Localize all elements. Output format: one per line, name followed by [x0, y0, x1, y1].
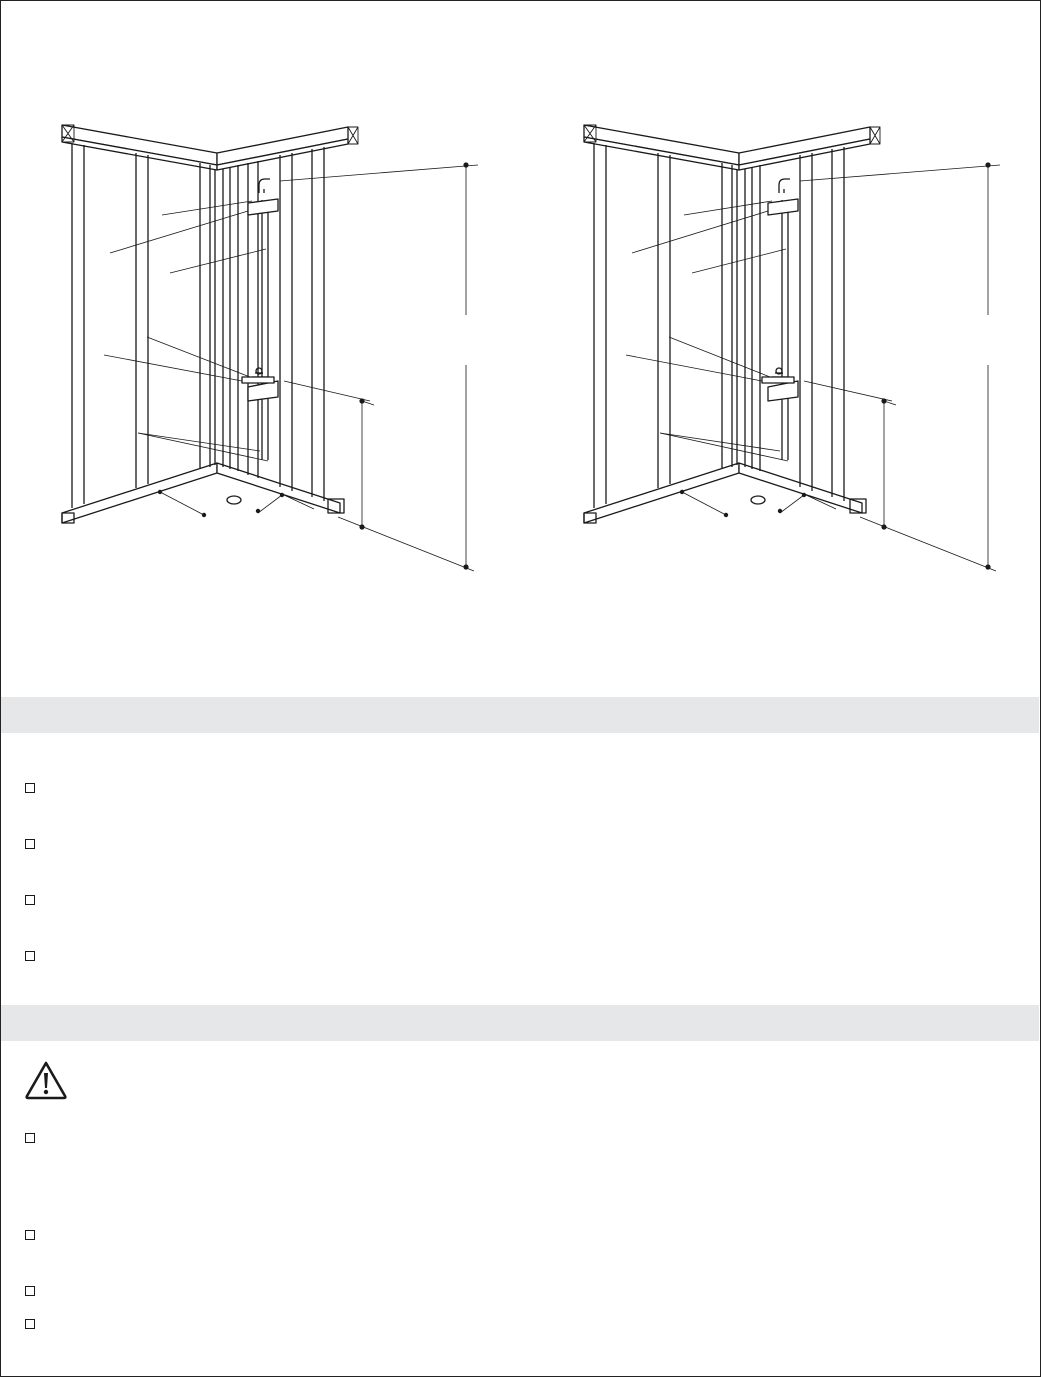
framing-diagram-left	[52, 115, 492, 585]
checklist-checkbox[interactable]	[25, 1230, 35, 1240]
checklist-checkbox[interactable]	[25, 1133, 35, 1143]
framing-illustration	[574, 115, 1014, 585]
section-header-band	[1, 1005, 1039, 1041]
checklist-checkbox[interactable]	[25, 895, 35, 905]
framing-diagram-right	[574, 115, 1014, 585]
checklist-checkbox[interactable]	[25, 1319, 35, 1329]
checklist-checkbox[interactable]	[25, 783, 35, 793]
checklist-checkbox[interactable]	[25, 1286, 35, 1296]
framing-illustration	[52, 115, 492, 585]
checklist-checkbox[interactable]	[25, 839, 35, 849]
checklist-checkbox[interactable]	[25, 951, 35, 961]
warning-triangle-icon	[24, 1060, 68, 1100]
section-header-band	[1, 697, 1039, 733]
